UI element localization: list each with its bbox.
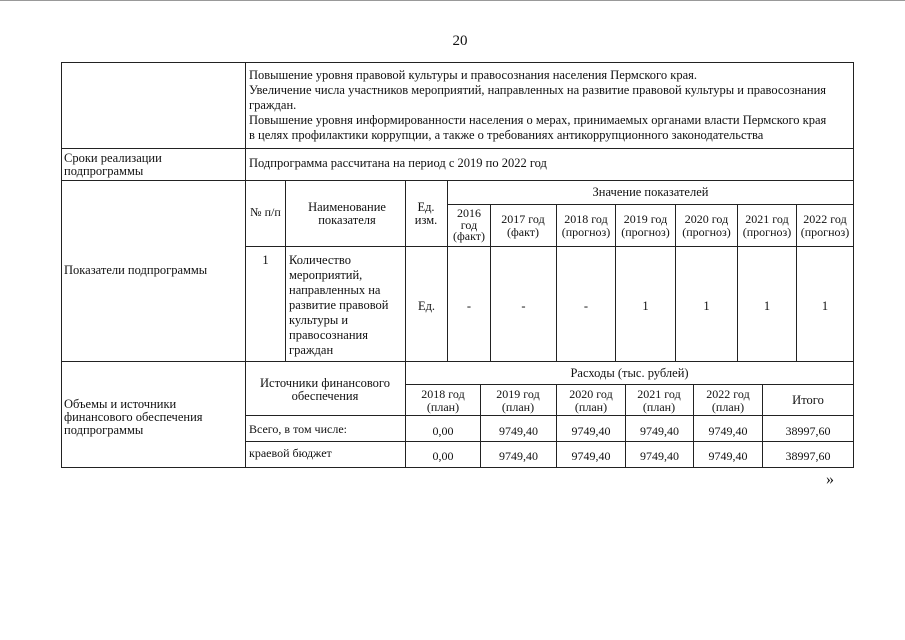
finance-year-header: 2021 год (план) — [637, 387, 681, 414]
page-number: 20 — [452, 33, 468, 49]
period-label: Сроки реализации подпрограммы — [64, 151, 162, 178]
indicator-row-value: - — [521, 299, 526, 313]
indicator-row-value: 1 — [763, 299, 771, 313]
indicators-col-line — [490, 204, 491, 361]
finance-row-value: 0,00 — [432, 424, 454, 438]
table-left-border — [61, 62, 62, 468]
indicator-row-unit: Ед. — [417, 299, 436, 313]
indicators-year-header: 2016 год (факт) — [452, 206, 485, 243]
goal-line: граждан. — [249, 98, 297, 112]
table-right-border — [853, 62, 854, 468]
indicators-year-header: 2019 год (прогноз) — [621, 212, 670, 239]
finance-row-value: 9749,40 — [708, 449, 748, 463]
finance-row-source: краевой бюджет — [249, 446, 332, 460]
scan-edge-line — [0, 0, 905, 1]
finance-year-header: 2020 год (план) — [569, 387, 613, 414]
finance-row-value: 9749,40 — [571, 449, 611, 463]
finance-year-header: 2022 год (план) — [706, 387, 750, 414]
finance-row-value: 9749,40 — [640, 449, 679, 463]
indicator-row-value: 1 — [642, 299, 649, 313]
goal-line: в целях профилактики коррупции, а также о требованиях антикоррупционного законодательства — [249, 128, 764, 142]
section-separator — [61, 180, 854, 181]
indicator-row-value: 1 — [821, 299, 829, 313]
finance-expenses-title: Расходы (тыс. рублей) — [570, 366, 689, 380]
section-separator — [61, 148, 854, 149]
finance-row-value: 38997,60 — [785, 449, 831, 463]
finance-row-value: 0,00 — [432, 449, 454, 463]
finance-row-value: 38997,60 — [785, 424, 831, 438]
indicators-year-header: 2018 год (прогноз) — [561, 212, 611, 239]
indicators-col-line — [285, 180, 286, 361]
indicators-values-subheader-line — [447, 204, 854, 205]
goal-line: Повышение уровня информированности населения о мерах, принимаемых органами власти Пермского края — [249, 113, 827, 127]
finance-year-header: 2019 год (план) — [496, 387, 540, 414]
indicator-row-value: 1 — [703, 299, 710, 313]
indicator-row-value: - — [583, 299, 589, 313]
indicator-row-value: - — [466, 299, 472, 313]
finance-subheader-line — [405, 384, 854, 385]
indicator-row-name: Количество мероприятий, направленных на развитие правовой культуры и правосознания граждан — [289, 253, 389, 357]
indicators-label: Показатели подпрограммы — [64, 263, 208, 277]
closing-quote: » — [826, 471, 834, 488]
finance-row-value: 9749,40 — [640, 424, 679, 438]
indicators-year-header: 2020 год (прогноз) — [682, 212, 731, 239]
indicators-year-header: 2017 год (факт) — [501, 212, 545, 239]
finance-sources-header: Источники финансового обеспечения — [260, 376, 390, 403]
indicators-header-num: № п/п — [250, 205, 281, 219]
period-text: Подпрограмма рассчитана на период с 2019 по 2022 год — [249, 156, 547, 170]
goal-line: Увеличение числа участников мероприятий, направленных на развитие правовой культуры и правосознания — [249, 83, 827, 97]
indicators-year-header: 2022 год (прогноз) — [800, 212, 850, 239]
finance-row-value: 9749,40 — [499, 449, 538, 463]
finance-row-value: 9749,40 — [571, 424, 611, 438]
finance-row-value: 9749,40 — [499, 424, 538, 438]
table-bottom-border — [61, 467, 854, 468]
indicator-row-num: 1 — [262, 253, 269, 267]
indicators-year-header: 2021 год (прогноз) — [742, 212, 792, 239]
finance-year-header: 2018 год (план) — [421, 387, 465, 414]
indicators-header-name: Наименование показателя — [308, 200, 386, 227]
finance-row-source: Всего, в том числе: — [249, 422, 347, 436]
indicators-values-title: Значение показателей — [592, 185, 709, 199]
indicators-header-line — [245, 246, 854, 247]
finance-row-value: 9749,40 — [708, 424, 748, 438]
indicators-header-unit: Ед. изм. — [414, 200, 438, 227]
indicators-col-line — [405, 180, 406, 361]
section-separator — [61, 361, 854, 362]
goal-line: Повышение уровня правовой культуры и правосознания населения Пермского края. — [249, 68, 697, 82]
finance-label: Объемы и источники финансового обеспечения подпрограммы — [64, 397, 203, 437]
finance-total-header: Итого — [792, 393, 824, 407]
table-top-border — [61, 62, 854, 63]
